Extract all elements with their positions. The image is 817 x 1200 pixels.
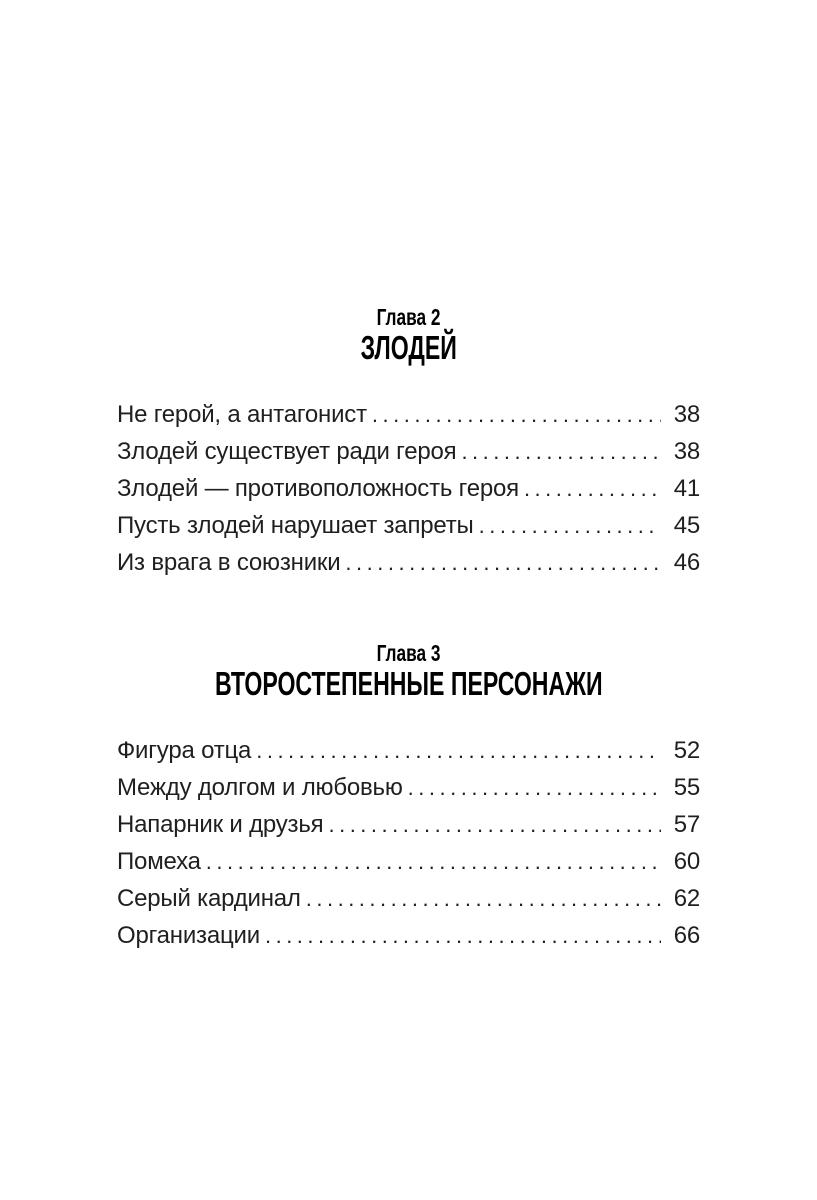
page-number: 52 <box>673 737 700 764</box>
toc-item-title: Злодей существует ради героя <box>117 438 457 465</box>
dot-leader <box>328 811 661 839</box>
page-number: 38 <box>673 438 700 465</box>
page-number: 45 <box>673 512 700 539</box>
dot-leader <box>372 401 661 429</box>
toc-row <box>117 512 700 549</box>
toc-item-title: Напарник и друзья <box>117 811 324 838</box>
chapter-label: Глава 3 <box>376 640 441 666</box>
toc-item-title: Помеха <box>117 848 201 875</box>
toc-row <box>117 438 700 475</box>
toc-row <box>117 737 700 774</box>
dot-leader <box>256 737 661 765</box>
page-number: 55 <box>673 774 700 801</box>
toc-item-title: Между долгом и любовью <box>117 774 403 801</box>
dot-leader <box>524 475 661 503</box>
toc-item-title: Фигура отца <box>117 737 252 764</box>
chapter-3-toc-list <box>117 737 700 959</box>
chapter-2-section <box>117 0 700 586</box>
toc-item-title: Не герой, а антагонист <box>117 401 367 428</box>
toc-item-title: Злодей — противоположность героя <box>117 475 519 502</box>
dot-leader <box>206 848 661 876</box>
dot-leader <box>479 512 661 540</box>
dot-leader <box>265 922 661 950</box>
page-number: 57 <box>673 811 700 838</box>
toc-row <box>117 885 700 922</box>
chapter-2-heading <box>117 0 700 365</box>
toc-row <box>117 848 700 885</box>
chapter-3-section <box>117 639 700 959</box>
toc-row <box>117 549 700 586</box>
page-number: 62 <box>673 885 700 912</box>
toc-row <box>117 811 700 848</box>
toc-item-title: Пусть злодей нарушает запреты <box>117 512 474 539</box>
toc-row <box>117 475 700 512</box>
page-number: 41 <box>673 475 700 502</box>
dot-leader <box>345 549 661 577</box>
page-number: 66 <box>673 922 700 949</box>
dot-leader <box>461 438 661 466</box>
page-number: 46 <box>673 549 700 576</box>
toc-row <box>117 401 700 438</box>
chapter-3-heading <box>117 639 700 701</box>
dot-leader <box>408 774 661 802</box>
page-number: 60 <box>673 848 700 875</box>
dot-leader <box>306 885 661 913</box>
chapter-2-toc-list <box>117 401 700 586</box>
chapter-title: ВТОРОСТЕПЕННЫЕ ПЕРСОНАЖИ <box>214 665 603 702</box>
chapter-label: Глава 2 <box>376 304 441 330</box>
toc-row <box>117 774 700 811</box>
page-number: 38 <box>673 401 700 428</box>
toc-item-title: Организации <box>117 922 260 949</box>
chapter-title: ЗЛОДЕЙ <box>360 329 457 366</box>
toc-row <box>117 922 700 959</box>
toc-item-title: Из врага в союзники <box>117 549 341 576</box>
toc-item-title: Серый кардинал <box>117 885 301 912</box>
